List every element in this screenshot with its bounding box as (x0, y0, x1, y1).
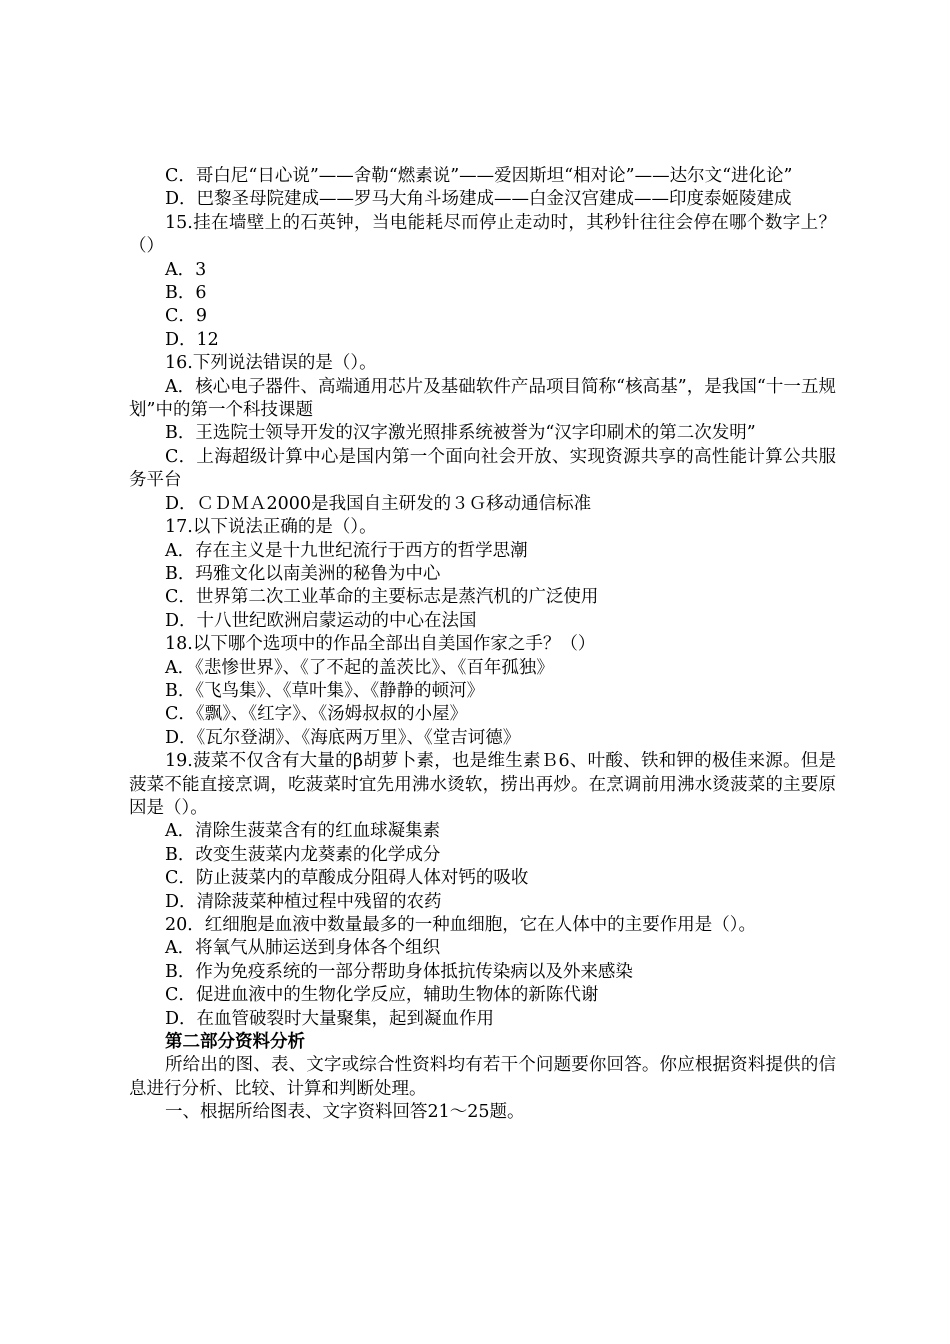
q16-option-c: C．上海超级计算中心是国内第一个面向社会开放、实现资源共享的高性能计算公共服务平台 (129, 446, 836, 491)
section-intro: 所给出的图、表、文字或综合性资料均有若干个问题要你回答。你应根据资料提供的信息进行分析、比较、计算和判断处理。 (129, 1055, 836, 1099)
q15-stem: 15.挂在墙壁上的石英钟，当电能耗尽而停止走动时，其秒针往往会停在哪个数字上？（） (129, 212, 836, 257)
q16-option-d: D．ＣＤＭＡ2000是我国自主研发的３Ｇ移动通信标准 (165, 493, 592, 514)
q20-option-b: B．作为免疫系统的一部分帮助身体抵抗传染病以及外来感染 (165, 961, 633, 982)
q17-option-b: B．玛雅文化以南美洲的秘鲁为中心 (165, 563, 441, 584)
q15-option-b: B．6 (165, 283, 207, 304)
q18-option-c: C．《飘》、《红字》、《汤姆叔叔的小屋》 (165, 704, 468, 725)
q20-option-a: A．将氧气从肺运送到身体各个组织 (165, 938, 441, 959)
q19-stem: 19.菠菜不仅含有大量的β胡萝卜素，也是维生素Ｂ6、叶酸、铁和钾的极佳来源。但是菠菜不能直接烹调，吃菠菜时宜先用沸水烫软，捞出再炒。在烹调前用沸水烫菠菜的主要原因是（）。 (129, 751, 836, 818)
q18-option-b: B．《飞鸟集》、《草叶集》、《静静的顿河》 (165, 680, 485, 701)
q18-option-a: A．《悲惨世界》、《了不起的盖茨比》、《百年孤独》 (165, 657, 554, 678)
document-page (129, 165, 836, 1125)
q14-option-d: D．巴黎圣母院建成——罗马大角斗场建成——白金汉宫建成——印度泰姬陵建成 (165, 189, 792, 210)
q19-option-c: C．防止菠菜内的草酸成分阻碍人体对钙的吸收 (165, 868, 529, 889)
q20-stem: 20．红细胞是血液中数量最多的一种血细胞，它在人体中的主要作用是（）。 (165, 915, 757, 935)
section-subheading: 一、根据所给图表、文字资料回答21～25题。 (165, 1102, 525, 1123)
q19-option-d: D．清除菠菜种植过程中残留的农药 (165, 891, 442, 912)
section-heading: 第二部分资料分析 (165, 1032, 305, 1053)
q17-option-d: D．十八世纪欧洲启蒙运动的中心在法国 (165, 610, 477, 631)
q14-option-c: C．哥白尼“日心说”——舍勒“燃素说”——爱因斯坦“相对论”——达尔文“进化论” (165, 166, 793, 186)
q15-option-a: A．3 (165, 259, 207, 280)
q20-option-d: D．在血管破裂时大量聚集，起到凝血作用 (165, 1008, 495, 1029)
q16-option-a: A．核心电子器件、高端通用芯片及基础软件产品项目简称“核高基”，是我国“十一五规划”中的第一个科技课题 (129, 376, 836, 421)
q15-option-d: D．12 (165, 329, 219, 350)
q18-option-d: D．《瓦尔登湖》、《海底两万里》、《堂吉诃德》 (165, 727, 521, 748)
q17-option-a: A．存在主义是十九世纪流行于西方的哲学思潮 (165, 540, 528, 561)
q19-option-b: B．改变生菠菜内龙葵素的化学成分 (165, 844, 441, 865)
q15-option-c: C．9 (165, 306, 208, 327)
q16-option-b: B．王选院士领导开发的汉字激光照排系统被誉为“汉字印刷术的第二次发明” (165, 423, 756, 444)
q17-option-c: C．世界第二次工业革命的主要标志是蒸汽机的广泛使用 (165, 587, 599, 608)
q17-stem: 17.以下说法正确的是（）。 (165, 517, 377, 538)
q16-stem: 16.下列说法错误的是（）。 (165, 353, 377, 374)
q19-option-a: A．清除生菠菜含有的红血球凝集素 (165, 821, 441, 842)
q20-option-c: C．促进血液中的生物化学反应，辅助生物体的新陈代谢 (165, 985, 599, 1006)
q18-stem: 18.以下哪个选项中的作品全部出自美国作家之手？（） (165, 634, 596, 655)
